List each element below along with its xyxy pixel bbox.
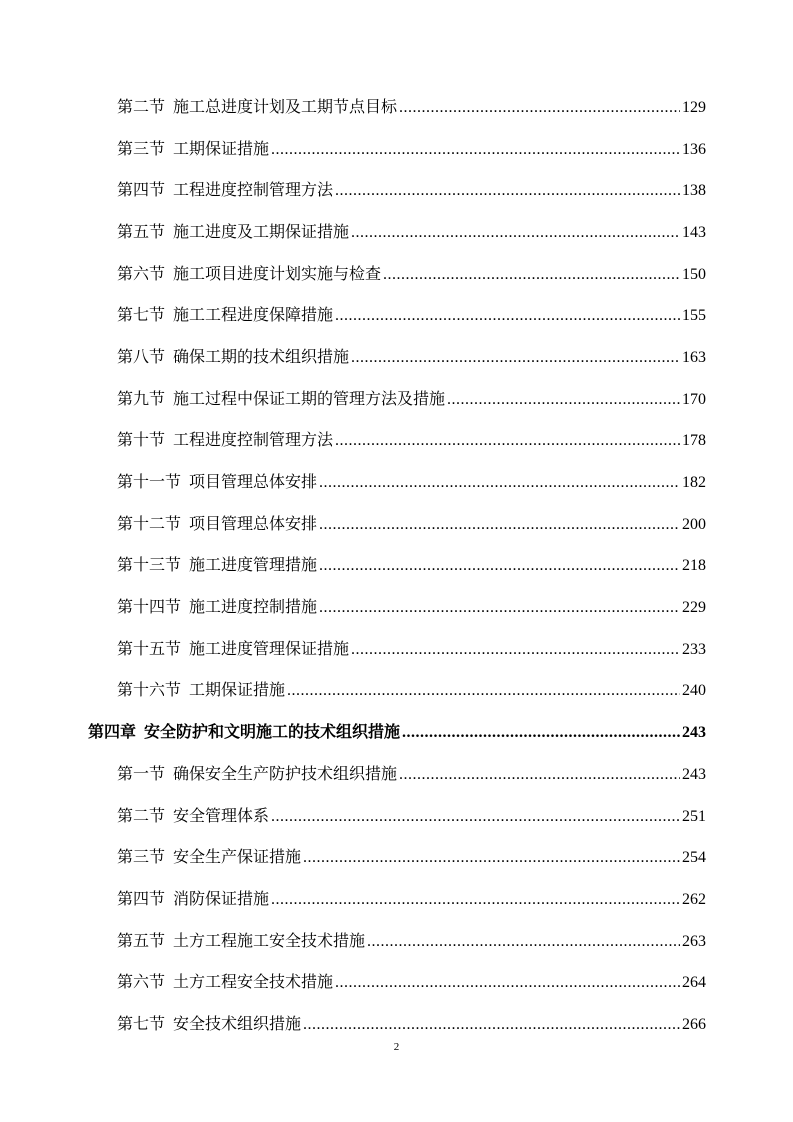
toc-entry-page: 129 xyxy=(682,98,706,116)
toc-section-entry[interactable] xyxy=(0,962,793,1004)
toc-section-entry[interactable] xyxy=(0,462,793,504)
toc-dot-leader xyxy=(335,431,680,451)
toc-section-entry[interactable] xyxy=(0,754,793,796)
toc-entry-title: 工期保证措施 xyxy=(189,682,286,700)
toc-section-entry[interactable] xyxy=(0,671,793,713)
toc-section-entry[interactable] xyxy=(0,87,793,129)
toc-section-entry[interactable] xyxy=(0,921,793,963)
toc-section-entry[interactable] xyxy=(0,170,793,212)
toc-dot-leader xyxy=(303,848,680,868)
toc-entry-number: 第十三节 xyxy=(117,557,182,575)
table-of-contents xyxy=(0,87,793,1046)
toc-entry-title: 施工总进度计划及工期节点目标 xyxy=(173,98,398,116)
toc-entry-page: 254 xyxy=(682,849,706,867)
toc-entry-number: 第二节 xyxy=(117,98,166,116)
toc-entry-number: 第六节 xyxy=(117,974,166,992)
toc-section-entry[interactable] xyxy=(0,1004,793,1046)
toc-dot-leader xyxy=(399,765,680,785)
toc-entry-title: 施工进度管理保证措施 xyxy=(189,640,350,658)
toc-dot-leader xyxy=(399,98,680,118)
toc-dot-leader xyxy=(351,348,680,368)
toc-dot-leader xyxy=(351,640,680,660)
toc-dot-leader xyxy=(367,932,680,952)
toc-entry-title: 土方工程安全技术措施 xyxy=(173,974,334,992)
page-number: 2 xyxy=(393,1041,400,1053)
toc-section-entry[interactable] xyxy=(0,879,793,921)
toc-entry-page: 263 xyxy=(682,932,706,950)
toc-dot-leader xyxy=(303,1015,680,1035)
toc-entry-title: 工程进度控制管理方法 xyxy=(173,432,334,450)
toc-entry-title: 施工工程进度保障措施 xyxy=(173,307,334,325)
toc-entry-number: 第七节 xyxy=(117,1015,166,1033)
toc-section-entry[interactable] xyxy=(0,546,793,588)
toc-entry-page: 200 xyxy=(682,515,706,533)
toc-section-entry[interactable] xyxy=(0,421,793,463)
toc-entry-title: 确保安全生产防护技术组织措施 xyxy=(173,765,398,783)
toc-entry-page: 243 xyxy=(682,765,706,783)
toc-dot-leader xyxy=(383,265,680,285)
toc-entry-number: 第六节 xyxy=(117,265,166,283)
toc-entry-page: 138 xyxy=(682,182,706,200)
toc-entry-number: 第十二节 xyxy=(117,515,182,533)
toc-section-entry[interactable] xyxy=(0,212,793,254)
toc-entry-page: 170 xyxy=(682,390,706,408)
toc-entry-number: 第十五节 xyxy=(117,640,182,658)
toc-entry-page: 229 xyxy=(682,599,706,617)
toc-entry-title: 土方工程施工安全技术措施 xyxy=(173,932,366,950)
toc-entry-number: 第七节 xyxy=(117,307,166,325)
toc-dot-leader xyxy=(335,306,680,326)
toc-section-entry[interactable] xyxy=(0,837,793,879)
toc-section-entry[interactable] xyxy=(0,254,793,296)
toc-dot-leader xyxy=(271,807,680,827)
toc-entry-number: 第四章 xyxy=(88,724,137,742)
toc-entry-page: 182 xyxy=(682,474,706,492)
toc-section-entry[interactable] xyxy=(0,379,793,421)
toc-section-entry[interactable] xyxy=(0,587,793,629)
toc-entry-title: 施工进度控制措施 xyxy=(189,599,318,617)
toc-dot-leader xyxy=(335,973,680,993)
toc-section-entry[interactable] xyxy=(0,504,793,546)
toc-entry-number: 第五节 xyxy=(117,932,166,950)
toc-section-entry[interactable] xyxy=(0,129,793,171)
toc-entry-page: 264 xyxy=(682,974,706,992)
toc-dot-leader xyxy=(271,140,680,160)
toc-entry-title: 工期保证措施 xyxy=(173,140,270,158)
toc-entry-number: 第四节 xyxy=(117,890,166,908)
toc-section-entry[interactable] xyxy=(0,629,793,671)
toc-entry-title: 确保工期的技术组织措施 xyxy=(173,348,350,366)
toc-entry-page: 240 xyxy=(682,682,706,700)
toc-entry-title: 消防保证措施 xyxy=(173,890,270,908)
toc-entry-page: 155 xyxy=(682,307,706,325)
toc-entry-number: 第十节 xyxy=(117,432,166,450)
toc-entry-number: 第八节 xyxy=(117,348,166,366)
toc-entry-number: 第二节 xyxy=(117,807,166,825)
toc-entry-page: 262 xyxy=(682,890,706,908)
toc-entry-title: 施工项目进度计划实施与检查 xyxy=(173,265,382,283)
toc-dot-leader xyxy=(287,681,680,701)
toc-entry-number: 第三节 xyxy=(117,140,166,158)
toc-entry-page: 136 xyxy=(682,140,706,158)
toc-dot-leader xyxy=(335,181,680,201)
toc-entry-page: 143 xyxy=(682,223,706,241)
toc-section-entry[interactable] xyxy=(0,337,793,379)
toc-entry-title: 施工进度管理措施 xyxy=(189,557,318,575)
toc-entry-title: 施工进度及工期保证措施 xyxy=(173,223,350,241)
toc-entry-title: 项目管理总体安排 xyxy=(189,515,318,533)
toc-entry-page: 163 xyxy=(682,348,706,366)
toc-section-entry[interactable] xyxy=(0,796,793,838)
toc-entry-number: 第十六节 xyxy=(117,682,182,700)
toc-entry-title: 安全生产保证措施 xyxy=(173,849,302,867)
toc-dot-leader xyxy=(319,556,680,576)
toc-entry-title: 项目管理总体安排 xyxy=(189,474,318,492)
toc-entry-title: 施工过程中保证工期的管理方法及措施 xyxy=(173,390,446,408)
toc-section-entry[interactable] xyxy=(0,295,793,337)
toc-dot-leader xyxy=(447,390,680,410)
toc-entry-page: 243 xyxy=(682,724,706,742)
toc-entry-number: 第三节 xyxy=(117,849,166,867)
toc-dot-leader xyxy=(319,598,680,618)
toc-entry-number: 第九节 xyxy=(117,390,166,408)
toc-chapter-entry[interactable] xyxy=(0,712,793,754)
toc-entry-page: 266 xyxy=(682,1015,706,1033)
toc-entry-number: 第一节 xyxy=(117,765,166,783)
toc-entry-number: 第四节 xyxy=(117,182,166,200)
toc-entry-title: 工程进度控制管理方法 xyxy=(173,182,334,200)
toc-entry-title: 安全管理体系 xyxy=(173,807,270,825)
toc-entry-page: 218 xyxy=(682,557,706,575)
toc-entry-page: 150 xyxy=(682,265,706,283)
toc-entry-page: 178 xyxy=(682,432,706,450)
toc-entry-page: 233 xyxy=(682,640,706,658)
toc-entry-title: 安全技术组织措施 xyxy=(173,1015,302,1033)
toc-dot-leader xyxy=(402,723,680,743)
toc-dot-leader xyxy=(319,515,680,535)
toc-dot-leader xyxy=(271,890,680,910)
toc-entry-title: 安全防护和文明施工的技术组织措施 xyxy=(144,724,401,742)
toc-entry-number: 第十一节 xyxy=(117,474,182,492)
toc-entry-number: 第十四节 xyxy=(117,599,182,617)
toc-dot-leader xyxy=(351,223,680,243)
toc-entry-number: 第五节 xyxy=(117,223,166,241)
toc-entry-page: 251 xyxy=(682,807,706,825)
toc-dot-leader xyxy=(319,473,680,493)
